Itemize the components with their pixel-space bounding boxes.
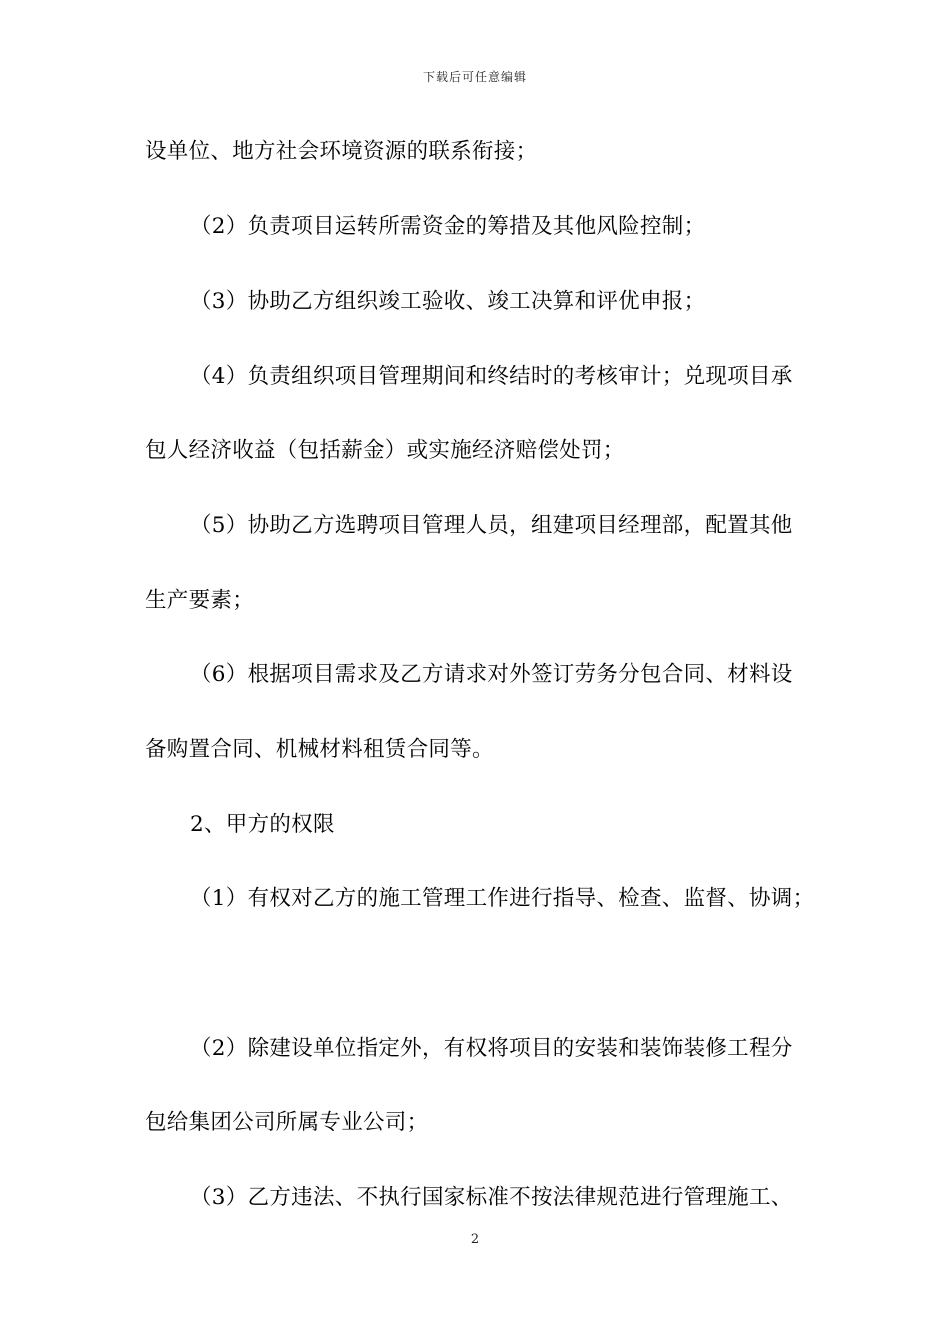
list-item-2: （2）负责项目运转所需资金的筹措及其他风险控制； bbox=[190, 214, 706, 239]
list-item-3: （3）协助乙方组织竣工验收、竣工决算和评优申报； bbox=[190, 289, 706, 314]
list-item-5-continuation: 生产要素； bbox=[145, 588, 255, 613]
rights-item-2: （2）除建设单位指定外，有权将项目的安装和装饰装修工程分 bbox=[190, 1036, 793, 1061]
page-number: 2 bbox=[470, 1232, 480, 1247]
body-line-continuation: 设单位、地方社会环境资源的联系衔接； bbox=[145, 139, 538, 164]
list-item-5: （5）协助乙方选聘项目管理人员，组建项目经理部，配置其他 bbox=[190, 513, 793, 538]
list-item-4: （4）负责组织项目管理期间和终结时的考核审计；兑现项目承 bbox=[190, 364, 793, 389]
rights-item-3: （3）乙方违法、不执行国家标准不按法律规范进行管理施工、 bbox=[190, 1185, 793, 1210]
rights-item-2-continuation: 包给集团公司所属专业公司； bbox=[145, 1110, 429, 1135]
list-item-6-continuation: 备购置合同、机械材料租赁合同等。 bbox=[145, 737, 494, 762]
list-item-6: （6）根据项目需求及乙方请求对外签订劳务分包合同、材料设 bbox=[190, 662, 793, 687]
section-heading: 2、甲方的权限 bbox=[190, 812, 335, 837]
rights-item-1: （1）有权对乙方的施工管理工作进行指导、检查、监督、协调； bbox=[190, 886, 815, 911]
list-item-4-continuation: 包人经济收益（包括薪金）或实施经济赔偿处罚； bbox=[145, 438, 625, 463]
page-header: 下载后可任意编辑 bbox=[422, 70, 527, 84]
